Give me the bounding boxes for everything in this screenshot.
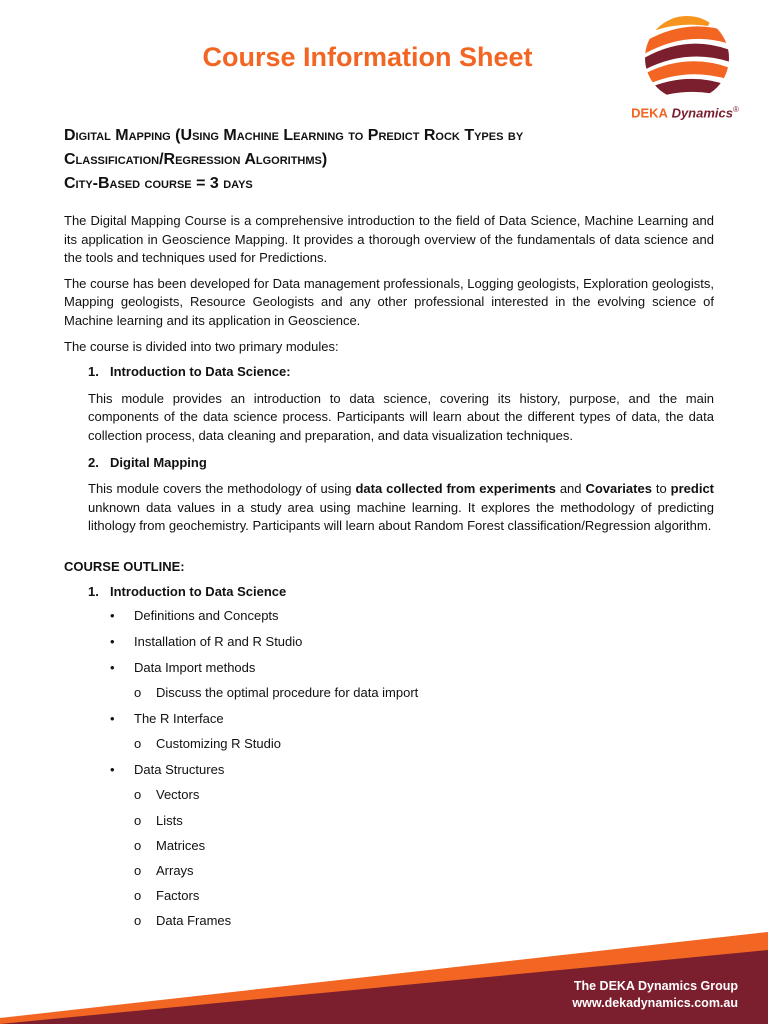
course-outline-heading: COURSE OUTLINE: [64, 558, 185, 574]
circle-bullet-icon: o [134, 888, 142, 904]
module-1-title-text: Introduction to Data Science: [110, 364, 291, 380]
list-item-text: Definitions and Concepts [134, 608, 279, 624]
module-2-body [88, 480, 714, 536]
logo-brand: DEKA [631, 105, 668, 121]
logo-wordmark [620, 105, 750, 120]
circle-bullet-icon: o [134, 913, 142, 929]
sub-list-item [134, 862, 714, 881]
list-item-text: Data Import methods [134, 659, 256, 675]
company-logo [620, 10, 750, 122]
sub-list-item [134, 887, 714, 906]
intro-paragraph-2: The course has been developed for Data management professionals, Logging geologists, Exploration geologists, Mapping geologists, Resource Geologists and any other professional interested in the evolving science of Machine learning and its application in Geoscience. [64, 275, 714, 328]
circle-bullet-icon: o [134, 862, 142, 878]
module-2-text-a: This module covers the methodology of using [88, 481, 356, 497]
footer-contact [572, 978, 738, 1012]
intro-paragraph-1: The Digital Mapping Course is a comprehensive introduction to the field of Data Science, Machine Learning and its application in Geoscience Mapping. It provides a thorough overview of the fundamentals of data science and the tools and techniques used for Predictions. [64, 213, 714, 266]
sub-list-item [134, 786, 714, 805]
course-heading-line2: Classification/Regression Algorithms) [64, 151, 328, 168]
logo-registered: ® [732, 105, 739, 114]
page-footer [0, 928, 768, 1024]
sub-list-item-text: Matrices [156, 837, 206, 853]
logo-brand-sub: Dynamics [671, 105, 733, 121]
list-item [110, 761, 714, 780]
module-2-title-text: Digital Mapping [110, 454, 207, 470]
module-1-title [88, 363, 714, 382]
circle-bullet-icon: o [134, 812, 142, 828]
outline-section-number: 1. [88, 583, 99, 599]
footer-company-name: The DEKA Dynamics Group [573, 979, 738, 993]
globe-logo-icon [642, 12, 732, 104]
sub-list-item-text: Vectors [156, 787, 200, 803]
module-2-text-e: to [651, 481, 671, 497]
sub-list-item-text: Data Frames [156, 913, 232, 929]
module-2-text-g: unknown data values in a study area using machine learning. It explores the methodology of predicting lithology from geochemistry. Participants will learn about Random Forest classification/Regression algorithm. [88, 499, 714, 534]
sub-list-item-text: Lists [156, 812, 183, 828]
sub-list-item-text: Discuss the optimal procedure for data import [156, 685, 419, 701]
list-item [110, 710, 714, 729]
circle-bullet-icon: o [134, 787, 142, 803]
footer-website-link[interactable]: www.dekadynamics.com.au [572, 996, 738, 1010]
sub-list-item [134, 837, 714, 856]
module-2-title [88, 454, 714, 473]
circle-bullet-icon: o [134, 685, 142, 701]
outline-section-1 [88, 583, 714, 602]
course-heading [64, 124, 724, 196]
bullet-icon: • [110, 633, 115, 649]
sub-list-item [134, 684, 714, 703]
course-content [64, 212, 714, 938]
course-duration: City-Based course = 3 days [64, 175, 253, 192]
module-1-body: This module provides an introduction to data science, covering its history, purpose, and the main components of the data science process. Participants will learn about the different types of data, the data collection process, data cleaning and preparation, and data visualization techniques. [88, 390, 714, 443]
outline-section-title: Introduction to Data Science [110, 583, 287, 599]
sub-list-item-text: Arrays [156, 862, 194, 878]
module-2-text-c: and [555, 481, 586, 497]
module-2-text-d: Covariates [585, 481, 652, 497]
sub-list-item [134, 735, 714, 754]
circle-bullet-icon: o [134, 837, 142, 853]
sub-list-item-text: Factors [156, 888, 200, 904]
intro-paragraph-3: The course is divided into two primary modules: [64, 338, 339, 354]
module-2-number: 2. [88, 454, 99, 470]
circle-bullet-icon: o [134, 736, 142, 752]
module-1-number: 1. [88, 364, 99, 380]
sub-list-item-text: Customizing R Studio [156, 736, 281, 752]
module-2-text-b: data collected from experiments [355, 481, 556, 497]
course-heading-line1: Digital Mapping (Using Machine Learning to Predict Rock Types by [64, 127, 524, 144]
list-item [110, 659, 714, 678]
module-2-text-f: predict [670, 481, 714, 497]
bullet-icon: • [110, 761, 115, 777]
bullet-icon: • [110, 608, 115, 624]
list-item-text: Installation of R and R Studio [134, 633, 303, 649]
sub-list-item [134, 812, 714, 831]
list-item-text: The R Interface [134, 710, 224, 726]
list-item [110, 607, 714, 626]
list-item-text: Data Structures [134, 761, 225, 777]
bullet-icon: • [110, 710, 115, 726]
list-item [110, 633, 714, 652]
page-title: Course Information Sheet [202, 42, 533, 72]
bullet-icon: • [110, 659, 115, 675]
